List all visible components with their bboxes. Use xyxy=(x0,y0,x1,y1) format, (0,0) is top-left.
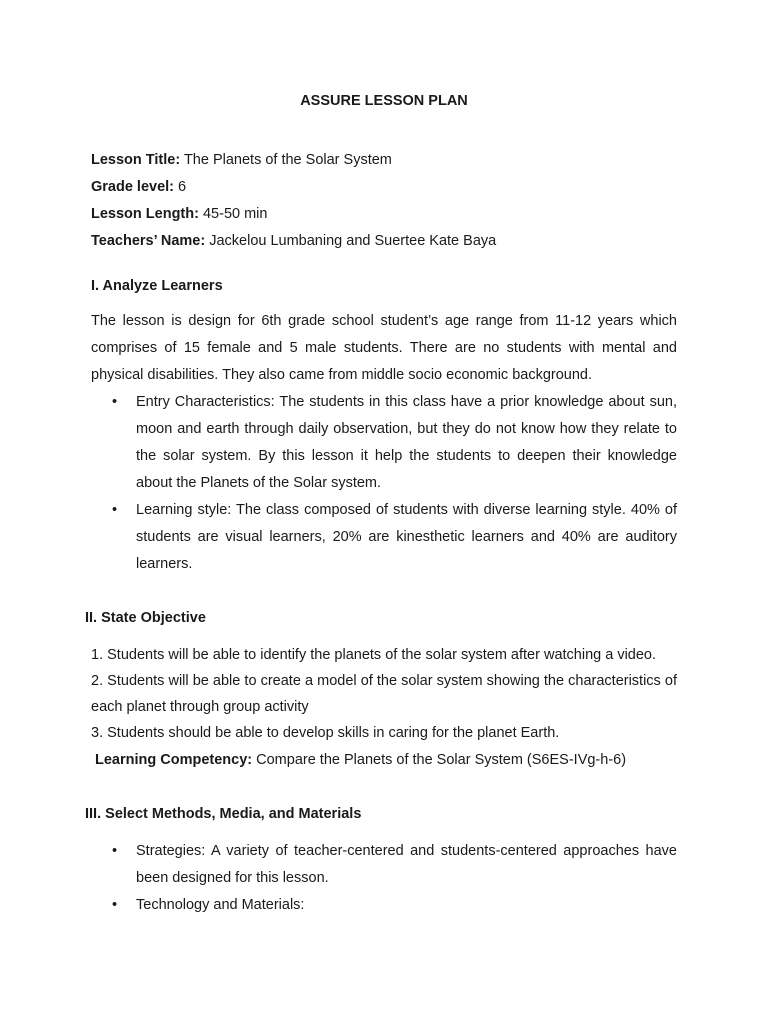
bullet-icon: • xyxy=(112,394,118,410)
objective-1: 1. Students will be able to identify the planets of the solar system after watching a video. xyxy=(91,647,657,663)
field-label: Learning Competency: xyxy=(95,752,253,768)
field-label: Grade level: xyxy=(91,179,175,195)
list-item xyxy=(91,838,677,892)
document-title: ASSURE LESSON PLAN xyxy=(300,93,468,109)
field-value: Jackelou Lumbaning and Suertee Kate Baya xyxy=(205,233,497,249)
field-value: Compare the Planets of the Solar System (S6ES-IVg-h-6) xyxy=(252,752,627,768)
bullet-icon: • xyxy=(112,897,118,913)
section-heading-state-objective: II. State Objective xyxy=(85,610,206,626)
lesson-title-field xyxy=(91,152,392,168)
list-item-text: Entry Characteristics: The students in this class have a prior knowledge about sun, moon and earth through daily observation, but they do not know how they relate to the solar system. By this lesson it help the students to deepen their knowledge about the Planets of the Solar system. xyxy=(136,394,677,491)
bullet-icon: • xyxy=(112,843,118,859)
select-methods-bullets xyxy=(91,838,677,919)
list-item-text: Technology and Materials: xyxy=(136,897,305,913)
field-label: Lesson Length: xyxy=(91,206,199,222)
learning-competency-field xyxy=(95,752,626,768)
list-item-text: Strategies: A variety of teacher-centered and students-centered approaches have been designed for this lesson. xyxy=(136,843,677,886)
field-label: Teachers’ Name: xyxy=(91,233,206,249)
lesson-length-field xyxy=(91,206,267,222)
list-item-text: Learning style: The class composed of students with diverse learning style. 40% of students are visual learners, 20% are kinesthetic learners and 40% are auditory learners. xyxy=(136,502,677,572)
list-item xyxy=(91,497,677,578)
objective-2: 2. Students will be able to create a model of the solar system showing the characteristics of each planet through group activity xyxy=(91,673,677,715)
field-label: Lesson Title: xyxy=(91,152,181,168)
teachers-name-field xyxy=(91,233,496,249)
list-item xyxy=(91,389,677,497)
objective-3: 3. Students should be able to develop skills in caring for the planet Earth. xyxy=(91,725,560,741)
section-heading-select-methods: III. Select Methods, Media, and Materials xyxy=(85,806,362,822)
section-heading-analyze-learners: I. Analyze Learners xyxy=(91,278,223,294)
field-value: 45-50 min xyxy=(198,206,268,222)
field-value: 6 xyxy=(174,179,187,195)
field-value: The Planets of the Solar System xyxy=(180,152,392,168)
analyze-learners-paragraph: The lesson is design for 6th grade school student’s age range from 11-12 years which comprises of 15 female and 5 male students. There are no students with mental and physical disabilities. They also came from middle socio economic background. xyxy=(91,313,677,383)
grade-level-field xyxy=(91,179,186,195)
list-item xyxy=(91,892,677,919)
analyze-learners-bullets xyxy=(91,389,677,578)
bullet-icon: • xyxy=(112,502,118,518)
